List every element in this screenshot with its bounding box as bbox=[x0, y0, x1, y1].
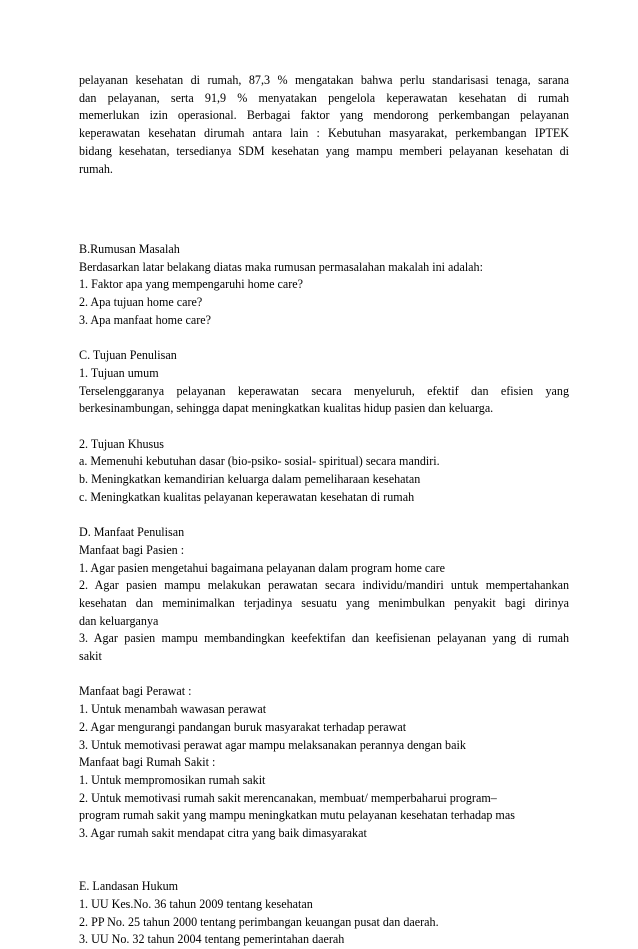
list-item: b. Meningkatkan kemandirian keluarga dalam pemeliharaan kesehatan bbox=[79, 472, 421, 487]
list-item: 3. Agar pasien mampu membandingkan keefektifan dan keefisienan pelayanan yang di rumah bbox=[79, 631, 569, 646]
list-item: dan keluarganya bbox=[79, 613, 159, 628]
list-item: 1. UU Kes.No. 36 tahun 2009 tentang kesehatan bbox=[79, 896, 313, 911]
list-item: a. Memenuhi kebutuhan dasar (bio-psiko- sosial- spiritual) secara mandiri. bbox=[79, 454, 440, 469]
list-item: 3. Agar rumah sakit mendapat citra yang baik dimasyarakat bbox=[79, 826, 367, 841]
list-item: 3. Untuk memotivasi perawat agar mampu melaksanakan perannya dengan baik bbox=[79, 737, 466, 752]
section-heading: C. Tujuan Penulisan bbox=[79, 348, 177, 363]
subsection-heading: Manfaat bagi Rumah Sakit : bbox=[79, 755, 216, 770]
list-item: 2. Apa tujuan home care? bbox=[79, 295, 203, 310]
subsection-heading: 2. Tujuan Khusus bbox=[79, 436, 165, 451]
section-landasan-hukum bbox=[79, 878, 569, 949]
section-heading: E. Landasan Hukum bbox=[79, 879, 179, 894]
list-item: 2. PP No. 25 tahun 2000 tentang perimbangan keuangan pusat dan daerah. bbox=[79, 914, 439, 929]
subsection-heading: 1. Tujuan umum bbox=[79, 365, 159, 380]
list-item: 2. Untuk memotivasi rumah sakit merencanakan, membuat/ memperbaharui program– bbox=[79, 790, 497, 805]
list-item: program rumah sakit yang mampu meningkatkan mutu pelayanan kesehatan terhadap mas bbox=[79, 808, 515, 823]
spacer bbox=[79, 843, 569, 861]
spacer bbox=[79, 223, 569, 241]
list-item: 1. Untuk menambah wawasan perawat bbox=[79, 702, 267, 717]
list-item: 3. Apa manfaat home care? bbox=[79, 312, 211, 327]
section-tujuan-penulisan bbox=[79, 347, 569, 506]
list-item: 1. Untuk mempromosikan rumah sakit bbox=[79, 772, 266, 787]
spacer bbox=[79, 418, 569, 436]
section-rumusan-masalah bbox=[79, 241, 569, 330]
spacer bbox=[79, 506, 569, 524]
paragraph-line: Terselenggaranya pelayanan keperawatan secara menyeluruh, efektif dan efisien yang bbox=[79, 383, 569, 398]
intro-paragraph bbox=[79, 72, 569, 178]
subsection-heading: Manfaat bagi Perawat : bbox=[79, 684, 192, 699]
section-heading: D. Manfaat Penulisan bbox=[79, 525, 185, 540]
paragraph-line: keperawatan kesehatan dirumah antara lain : Kebutuhan masyarakat, perkembangan IPTEK bbox=[79, 126, 569, 141]
spacer bbox=[79, 860, 569, 878]
document-body bbox=[79, 72, 569, 949]
paragraph-line: pelayanan kesehatan di rumah, 87,3 % mengatakan bahwa perlu standarisasi tenaga, sarana bbox=[79, 73, 569, 87]
paragraph-line: dan pelayanan, serta 91,9 % menyatakan pengelola keperawatan kesehatan di rumah bbox=[79, 90, 569, 105]
paragraph-line: rumah. bbox=[79, 161, 113, 176]
section-heading: B.Rumusan Masalah bbox=[79, 241, 180, 256]
list-item: 2. Agar pasien mampu melakukan perawatan secara individu/mandiri untuk mempertahankan bbox=[79, 578, 569, 593]
spacer bbox=[79, 666, 569, 684]
list-item: 1. Agar pasien mengetahui bagaimana pelayanan dalam program home care bbox=[79, 560, 446, 575]
list-item: 1. Faktor apa yang mempengaruhi home care? bbox=[79, 277, 303, 292]
list-item: kesehatan dan meminimalkan terjadinya sesuatu yang menimbulkan penyakit bagi dirinya bbox=[79, 595, 569, 610]
spacer bbox=[79, 329, 569, 347]
spacer bbox=[79, 178, 569, 223]
subsection-heading: Manfaat bagi Pasien : bbox=[79, 542, 185, 557]
list-item: sakit bbox=[79, 649, 102, 664]
paragraph-line: berkesinambungan, sehingga dapat meningkatkan kualitas hidup pasien dan keluarga. bbox=[79, 401, 494, 416]
list-item: 3. UU No. 32 tahun 2004 tentang pemerintahan daerah bbox=[79, 932, 345, 947]
list-item: c. Meningkatkan kualitas pelayanan keperawatan kesehatan di rumah bbox=[79, 489, 415, 504]
paragraph-line: bidang kesehatan, tersedianya SDM kesehatan yang mampu memberi pelayanan kesehatan di bbox=[79, 143, 569, 158]
paragraph-line: memerlukan izin operasional. Berbagai faktor yang mendorong perkembangan pelayanan bbox=[79, 108, 569, 123]
list-item: 2. Agar mengurangi pandangan buruk masyarakat terhadap perawat bbox=[79, 719, 407, 734]
paragraph-line: Berdasarkan latar belakang diatas maka rumusan permasalahan makalah ini adalah: bbox=[79, 259, 483, 274]
section-manfaat-penulisan bbox=[79, 524, 569, 843]
